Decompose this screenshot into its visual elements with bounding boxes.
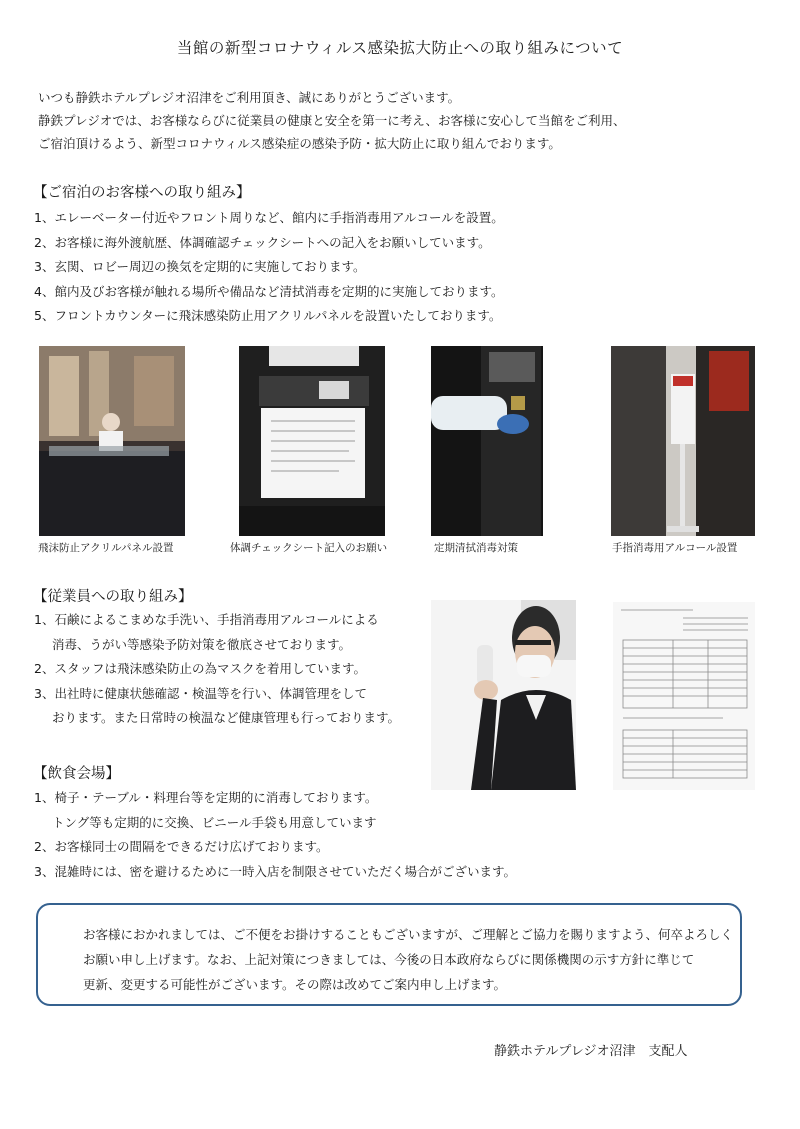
dining-section-heading: 【飲食会場】 [33,766,120,782]
notice-line: お願い申し上げます。なお、上記対策につきましては、今後の日本政府ならびに関係機関の示す方針に準じて [83,952,695,967]
intro-paragraph [38,86,758,155]
disinfection-wiping-photo [431,346,543,536]
front-desk-acrylic-panel-photo [39,346,185,536]
intro-line: いつも静鉄ホテルプレジオ沼津をご利用頂き、誠にありがとうございます。 [38,90,461,105]
signature: 静鉄ホテルプレジオ沼津 支配人 [494,1044,688,1059]
list-item: 3、出社時に健康状態確認・検温等を行い、体調管理をして [34,685,367,701]
list-item: 1、椅子・テーブル・料理台等を定期的に消毒しております。 [34,790,378,805]
guest-measures-list [34,206,504,329]
list-item: 2、スタッフは飛沫感染防止の為マスクを着用しています。 [34,661,366,676]
page-title: 当館の新型コロナウィルス感染拡大防止への取り組みについて [176,39,624,57]
intro-line: 静鉄プレジオでは、お客様ならびに従業員の健康と安全を第一に考え、お客様に安心して当館をご利用、 [38,113,626,128]
guest-section-heading: 【ご宿泊のお客様への取り組み】 [33,185,251,201]
list-item: トング等も定期的に交換、ビニール手袋も用意しています [52,814,377,830]
list-item: 2、お客様同士の間隔をできるだけ広げております。 [34,839,329,854]
list-item: 3、混雑時には、密を避けるために一時入店を制限させていただく場合がございます。 [34,863,516,879]
list-item: 1、石鹸によるこまめな手洗い、手指消毒用アルコールによる [34,612,379,627]
notice-line: お客様におかれましては、ご不便をお掛けすることもございますが、ご理解とご協力を賜りますよう、何卒よろしく [83,927,734,942]
list-item: おります。また日常時の検温など健康管理も行っております。 [52,710,401,725]
list-item: 1、エレーベーター付近やフロント周りなど、館内に手指消毒用アルコールを設置。 [34,210,504,225]
staff-section-heading: 【従業員への取り組み】 [33,589,193,605]
photo-caption: 飛沫防止アクリルパネル設置 [38,542,174,554]
notice-line: 更新、変更する可能性がございます。その際は改めてご案内申し上げます。 [83,977,507,992]
list-item: 3、玄関、ロビー周辺の換気を定期的に実施しております。 [34,259,366,274]
dining-measures-list [34,786,516,884]
health-record-sheet-photo [613,602,755,790]
photo-caption: 体調チェックシート記入のお願い [230,542,388,554]
list-item: 5、フロントカウンターに飛沫感染防止用アクリルパネルを設置いたしております。 [34,308,502,323]
hand-sanitizer-stand-photo [611,346,755,536]
health-check-sheet-photo [239,346,385,536]
photo-caption: 定期清拭消毒対策 [434,542,518,554]
intro-line: ご宿泊頂けるよう、新型コロナウィルス感染症の感染予防・拡大防止に取り組んでおります。 [38,136,561,151]
photo-caption: 手指消毒用アルコール設置 [612,542,738,554]
list-item: 消毒、うがい等感染予防対策を徹底させております。 [52,636,352,652]
list-item: 4、館内及びお客様が触れる場所や備品など清拭消毒を定期的に実施しております。 [34,283,504,299]
staff-temperature-check-photo [431,600,576,790]
staff-measures-list [34,608,400,731]
notice-box [36,903,742,1006]
list-item: 2、お客様に海外渡航歴、体調確認チェックシートへの記入をお願いしています。 [34,234,491,250]
